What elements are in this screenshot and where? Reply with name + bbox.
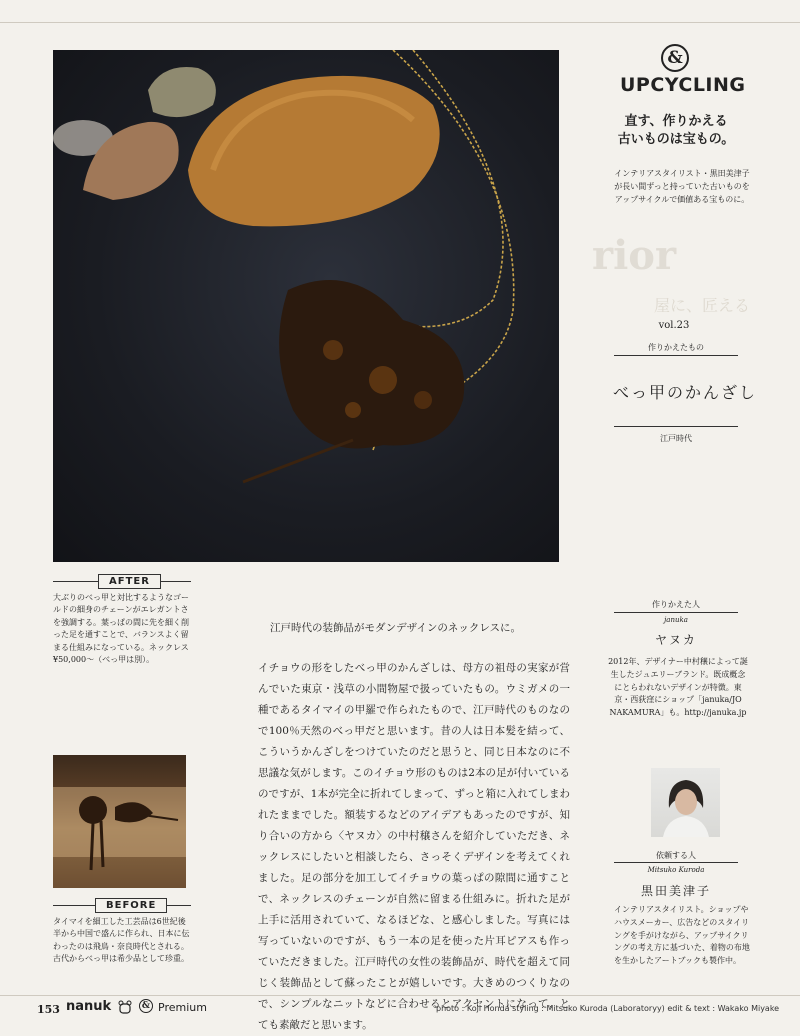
client-name: 黒田美津子 [640,884,711,898]
footer-rule [0,995,800,996]
divider [614,426,738,427]
bleed-through-text: rior [592,232,677,279]
article-body [258,658,570,1036]
ampersand-logo-icon: & [661,44,689,72]
after-photo [53,50,559,562]
headline-line-2: 古いものは宝もの。 [617,132,735,147]
maker-bio: 2012年、デザイナー中村穣によって誕生したジュエリーブランド。既成概念にとらわれないデザインが特徴。東京・西荻窪にショップ「januka/JO NAKAMURA」も。http://januka.jp [608,657,748,718]
divider [614,612,738,613]
after-label: AFTER [98,574,161,589]
footer-brand: nanuk [66,999,112,1014]
bear-icon [118,1000,132,1014]
ampersand-footer-icon: & [139,999,153,1013]
maker-name: ヤヌカ [655,633,697,647]
made-label: 作りかえたもの [648,343,704,352]
page-number: 153 [37,1003,60,1016]
before-caption: タイマイを細工した工芸品は6世紀後半から中国で盛んに作られ、日本に伝わったのは飛鳥・奈良時代とされる。古代からべっ甲は希少品として珍重。 [53,917,190,964]
before-label: BEFORE [95,898,167,913]
era-label: 江戸時代 [660,434,692,443]
client-roman-name: Mitsuko Kuroda [647,866,705,874]
top-rule [0,22,800,23]
divider [614,862,738,863]
before-photo [53,755,186,888]
item-title: べっ甲のかんざし [612,383,757,402]
headline-line-1: 直す、作りかえる [624,114,728,129]
maker-label: 作りかえた人 [652,600,700,609]
intro-text: インテリアスタイリスト・黒田美津子が長い間ずっと持っていた古いものをアップサイクルで価値ある宝ものに。 [614,169,750,204]
maker-roman-name: januka [664,616,688,624]
kanzashi-photo-illustration [53,755,186,888]
bleed-through-subtext: 屋に、匠える [654,296,751,315]
article-paragraph: イチョウの形をしたべっ甲のかんざしは、母方の祖母の実家が営んでいた東京・浅草の小間物屋で扱っていたもの。ウミガメの一種であるタイマイの甲羅で作られたもので、江戸時代のものなので100％天然のべっ甲だと思います。昔の人は日本髪を結って、こういうかんざしをつけていたのだと思うと、同じ日本なのに不思議な気がします。このイチョウ形のものは2本の足が付いているのですが、1本が完全に折れてしまって、ずっと箱に入れてしまわれたままでした。額装するなどのアイデアもあったのですが、知り合いの方から〈ヤヌカ〉の中村穣さんを紹介していただき、ネックレスにしたいと相談したら、さっそくデザインを考えてくれました。足の部分を加工してイチョウの葉っぱの隙間に通すことで、ネックレスのチェーンが自然に留まる仕組みに。折れた足が上手に活用されていて、なるほどな、と感心しました。写真には写っていないのですが、もう一本の足を使った片耳ピアスも作っていただきました。江戸時代の女性の装飾品が、時代を超えて同じく装飾品として蘇ったことが嬉しいです。大きめのつくりなので、シンプルなニットなどに合わせるとアクセントになって、とても素敵だと思います。 [258,662,570,1031]
portrait-illustration [651,768,720,837]
after-caption: 大ぶりのべっ甲と対比するようなゴールドの細身のチェーンがエレガントさを強調する。葉っぱの間に先を細く削った足を通すことで、バランスよく留まる仕組みになっている。ネックレス ¥50,000～（べっ甲は別）。 [53,593,189,664]
client-bio: インテリアスタイリスト。ショップやハウスメーカー、広告などのスタイリングを手がけながら、アップサイクリングの考え方に基づいた、着物の布地を生かしたアートブックも製作中。 [614,905,750,966]
section-title: UPCYCLING [620,74,746,96]
footer-magazine-name: Premium [158,1001,207,1014]
client-label: 依頼する人 [656,851,696,860]
divider [614,355,738,356]
footer-credits: photo : Koji Honda styling : Mitsuko Kuroda (Laboratoryy) edit & text : Wakako Miyake [436,1004,780,1013]
client-portrait [651,768,720,837]
volume-number: vol.23 [658,320,690,331]
necklace-photo-illustration [53,50,559,562]
article-lede: 江戸時代の装飾品がモダンデザインのネックレスに。 [270,622,522,634]
